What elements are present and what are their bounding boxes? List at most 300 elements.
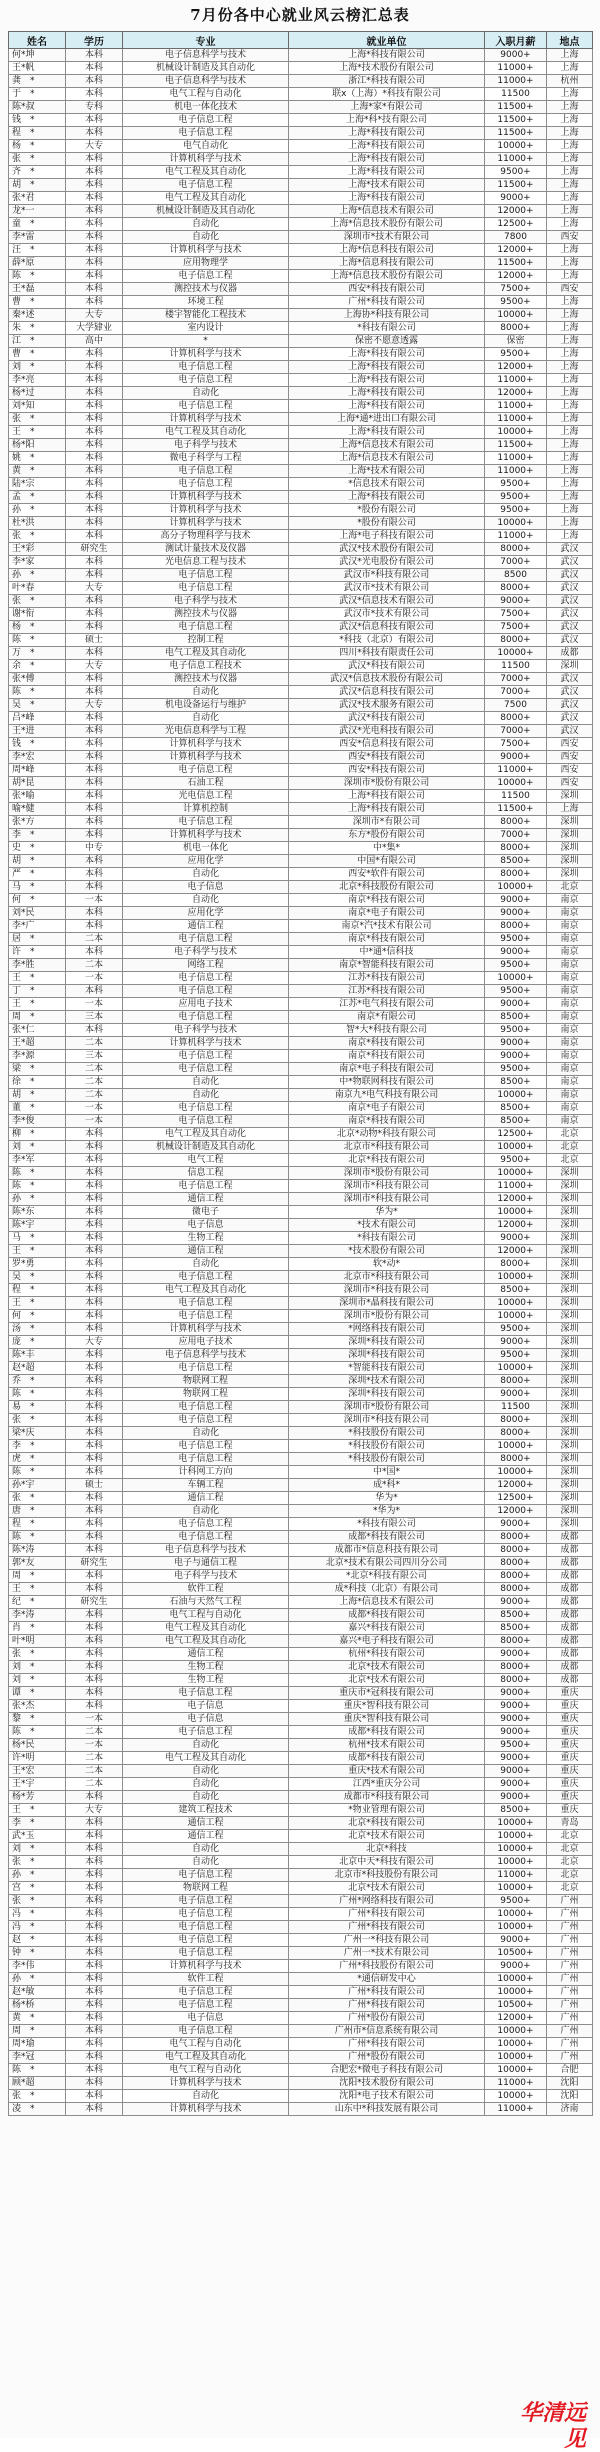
table-row [9, 504, 593, 517]
cell-salary: 11500+ [485, 101, 547, 114]
cell-employer: 江西*重庆分公司 [289, 1778, 485, 1791]
cell-major: 电子信息工程 [123, 1726, 289, 1739]
cell-name: 胡 * [9, 179, 66, 192]
cell-location: 上海 [547, 530, 593, 543]
cell-employer: 上海*科*技有限公司 [289, 114, 485, 127]
cell-major: 电子信息工程 [123, 1440, 289, 1453]
cell-education: 本科 [66, 1687, 123, 1700]
cell-employer: 江苏*科技有限公司 [289, 985, 485, 998]
cell-employer: 深圳市*科技有限公司 [289, 1193, 485, 1206]
table-row [9, 1596, 593, 1609]
cell-salary: 9000+ [485, 998, 547, 1011]
cell-employer: 南京*电子科技有限公司 [289, 1063, 485, 1076]
table-row [9, 829, 593, 842]
cell-employer: *物业管理有限公司 [289, 1804, 485, 1817]
cell-location: 重庆 [547, 1765, 593, 1778]
cell-salary: 8500+ [485, 1011, 547, 1024]
cell-employer: 上海*科技有限公司 [289, 426, 485, 439]
table-row [9, 647, 593, 660]
cell-salary: 7000+ [485, 686, 547, 699]
cell-education: 本科 [66, 179, 123, 192]
cell-salary: 11000+ [485, 374, 547, 387]
cell-name: 孙*宇 [9, 1479, 66, 1492]
cell-salary: 9000+ [485, 1336, 547, 1349]
cell-education: 本科 [66, 1219, 123, 1232]
cell-location: 重庆 [547, 1687, 593, 1700]
cell-education: 本科 [66, 764, 123, 777]
cell-salary: 8000+ [485, 1583, 547, 1596]
cell-education: 本科 [66, 49, 123, 62]
table-row [9, 1076, 593, 1089]
cell-employer: 武汉*技术股份有限公司 [289, 543, 485, 556]
cell-education: 本科 [66, 1674, 123, 1687]
cell-major: 电子科学与技术 [123, 439, 289, 452]
cell-employer: 南京*电子有限公司 [289, 907, 485, 920]
cell-employer: 西安*软件有限公司 [289, 868, 485, 881]
cell-education: 本科 [66, 2103, 123, 2116]
cell-major: 电子信息工程 [123, 1453, 289, 1466]
cell-education: 本科 [66, 1817, 123, 1830]
cell-location: 南京 [547, 907, 593, 920]
table-row [9, 2064, 593, 2077]
cell-name: 刘 * [9, 1141, 66, 1154]
cell-major: 电子信息工程 [123, 1271, 289, 1284]
cell-major: 通信工程 [123, 1817, 289, 1830]
table-row [9, 777, 593, 790]
cell-education: 硕士 [66, 1479, 123, 1492]
cell-education: 研究生 [66, 543, 123, 556]
cell-major: 电子信息 [123, 1700, 289, 1713]
table-row [9, 1427, 593, 1440]
cell-employer: 上海*信息技术股份有限公司 [289, 270, 485, 283]
cell-name: 陈 * [9, 1388, 66, 1401]
cell-salary: 8000+ [485, 920, 547, 933]
cell-major: 室内设计 [123, 322, 289, 335]
table-row [9, 1011, 593, 1024]
cell-employer: 保密不愿意透露 [289, 335, 485, 348]
cell-location: 广州 [547, 1934, 593, 1947]
cell-salary: 11000+ [485, 75, 547, 88]
cell-employer: 杭州*科技有限公司 [289, 1648, 485, 1661]
cell-employer: 北京*科技有限公司 [289, 1817, 485, 1830]
cell-salary: 8000+ [485, 1557, 547, 1570]
cell-location: 西安 [547, 764, 593, 777]
cell-location: 成都 [547, 1622, 593, 1635]
cell-major: 电子信息工程 [123, 1531, 289, 1544]
table-row [9, 374, 593, 387]
cell-employer: *科技股份有限公司 [289, 1440, 485, 1453]
cell-major: 电子信息工程 [123, 179, 289, 192]
cell-salary: 9000+ [485, 1518, 547, 1531]
cell-name: 王*磊 [9, 283, 66, 296]
cell-major: * [123, 335, 289, 348]
cell-location: 深圳 [547, 1219, 593, 1232]
table-row [9, 699, 593, 712]
cell-employer: 北京市*科技有限公司 [289, 1141, 485, 1154]
cell-employer: 成都市*信息科技有限公司 [289, 1544, 485, 1557]
cell-name: 罗*勇 [9, 1258, 66, 1271]
cell-employer: 江苏*电气科技有限公司 [289, 998, 485, 1011]
cell-salary: 9000+ [485, 49, 547, 62]
cell-salary: 7500 [485, 699, 547, 712]
cell-major: 机械设计制造及其自动化 [123, 62, 289, 75]
cell-major: 电子信息 [123, 881, 289, 894]
table-row [9, 49, 593, 62]
cell-major: 电气工程及其自动化 [123, 1622, 289, 1635]
cell-employer: 广州*科技有限公司 [289, 2038, 485, 2051]
cell-salary: 9500+ [485, 491, 547, 504]
cell-location: 上海 [547, 296, 593, 309]
cell-location: 上海 [547, 179, 593, 192]
cell-salary: 11000+ [485, 2103, 547, 2116]
cell-major: 光电信息工程 [123, 790, 289, 803]
cell-major: 机械设计制造及其自动化 [123, 205, 289, 218]
table-row [9, 1700, 593, 1713]
table-row [9, 556, 593, 569]
cell-name: 杨*芳 [9, 1791, 66, 1804]
table-row [9, 1791, 593, 1804]
table-row [9, 1895, 593, 1908]
cell-location: 武汉 [547, 556, 593, 569]
cell-education: 本科 [66, 1622, 123, 1635]
cell-employer: 杭州*技术有限公司 [289, 1739, 485, 1752]
cell-education: 本科 [66, 1661, 123, 1674]
cell-salary: 8500+ [485, 1102, 547, 1115]
table-row [9, 660, 593, 673]
cell-employer: 深圳市*科技有限公司 [289, 1414, 485, 1427]
cell-location: 上海 [547, 348, 593, 361]
cell-salary: 9500+ [485, 1323, 547, 1336]
cell-major: 电子信息工程 [123, 2025, 289, 2038]
cell-education: 本科 [66, 1791, 123, 1804]
cell-major: 电子信息工程 [123, 478, 289, 491]
cell-location: 深圳 [547, 855, 593, 868]
cell-employer: 北京*技术有限公司 [289, 1674, 485, 1687]
table-row [9, 465, 593, 478]
cell-name: 陈*丰 [9, 1349, 66, 1362]
cell-location: 重庆 [547, 1778, 593, 1791]
cell-location: 广州 [547, 2051, 593, 2064]
cell-salary: 8500+ [485, 1804, 547, 1817]
cell-major: 计科网工方向 [123, 1466, 289, 1479]
cell-location: 南京 [547, 1115, 593, 1128]
table-row [9, 114, 593, 127]
cell-education: 本科 [66, 1388, 123, 1401]
cell-education: 二本 [66, 1726, 123, 1739]
cell-major: 电子信息工程 [123, 764, 289, 777]
cell-name: 陈*叔 [9, 101, 66, 114]
table-row [9, 634, 593, 647]
cell-employer: 上海*科技有限公司 [289, 192, 485, 205]
cell-location: 南京 [547, 1011, 593, 1024]
table-row [9, 1154, 593, 1167]
cell-education: 二本 [66, 933, 123, 946]
cell-employer: *网络科技有限公司 [289, 1323, 485, 1336]
table-row [9, 2051, 593, 2064]
cell-major: 自动化 [123, 1765, 289, 1778]
cell-employer: 嘉兴*科技有限公司 [289, 1622, 485, 1635]
cell-name: 李*广 [9, 920, 66, 933]
table-row [9, 1180, 593, 1193]
cell-salary: 10000+ [485, 309, 547, 322]
cell-location: 南京 [547, 894, 593, 907]
cell-location: 深圳 [547, 1271, 593, 1284]
cell-major: 电子信息工程 [123, 1908, 289, 1921]
cell-education: 本科 [66, 751, 123, 764]
cell-employer: 沈阳*技术股份有限公司 [289, 2077, 485, 2090]
cell-location: 成都 [547, 1635, 593, 1648]
cell-salary: 10000+ [485, 517, 547, 530]
table-row [9, 426, 593, 439]
cell-location: 上海 [547, 153, 593, 166]
cell-employer: 上海*通*进出口有限公司 [289, 413, 485, 426]
cell-major: 计算机科学与技术 [123, 413, 289, 426]
cell-salary: 8500+ [485, 1076, 547, 1089]
cell-major: 电子信息工程 [123, 1050, 289, 1063]
table-row [9, 738, 593, 751]
table-row [9, 1141, 593, 1154]
cell-salary: 11000+ [485, 413, 547, 426]
cell-education: 一本 [66, 1115, 123, 1128]
cell-location: 广州 [547, 2012, 593, 2025]
page-title: 7月份各中心就业风云榜汇总表 [190, 6, 410, 24]
cell-name: 周*瑜 [9, 2038, 66, 2051]
cell-name: 董 * [9, 1102, 66, 1115]
cell-name: 张 * [9, 1856, 66, 1869]
cell-employer: 武汉市*技术有限公司 [289, 608, 485, 621]
cell-employer: 成都*科技有限公司 [289, 1531, 485, 1544]
cell-location: 深圳 [547, 1492, 593, 1505]
cell-education: 本科 [66, 790, 123, 803]
cell-salary: 9500+ [485, 166, 547, 179]
cell-employer: 中*通*信科技 [289, 946, 485, 959]
cell-name: 王*宇 [9, 1778, 66, 1791]
table-row [9, 1531, 593, 1544]
cell-salary: 9000+ [485, 1232, 547, 1245]
table-row [9, 998, 593, 1011]
cell-name: 刘*民 [9, 907, 66, 920]
cell-education: 本科 [66, 1453, 123, 1466]
cell-employer: 南京*汽*技术有限公司 [289, 920, 485, 933]
table-row [9, 1388, 593, 1401]
cell-education: 大专 [66, 1336, 123, 1349]
cell-location: 深圳 [547, 1310, 593, 1323]
table-row [9, 725, 593, 738]
cell-location: 深圳 [547, 1284, 593, 1297]
cell-name: 张*杰 [9, 1700, 66, 1713]
cell-salary: 10000+ [485, 1830, 547, 1843]
cell-education: 本科 [66, 400, 123, 413]
table-row [9, 1440, 593, 1453]
cell-major: 电子信息工程 [123, 1999, 289, 2012]
header-employer: 就业单位 [289, 32, 485, 49]
cell-employer: 东方*股份有限公司 [289, 829, 485, 842]
cell-education: 本科 [66, 1635, 123, 1648]
cell-name: 赵*敏 [9, 1986, 66, 1999]
table-row [9, 452, 593, 465]
cell-salary: 10000+ [485, 1206, 547, 1219]
cell-major: 自动化 [123, 1505, 289, 1518]
table-row [9, 1648, 593, 1661]
cell-education: 二本 [66, 1778, 123, 1791]
cell-location: 西安 [547, 751, 593, 764]
cell-salary: 8000+ [485, 1427, 547, 1440]
cell-name: 陈*涛 [9, 1544, 66, 1557]
cell-location: 北京 [547, 1128, 593, 1141]
cell-location: 上海 [547, 114, 593, 127]
cell-major: 电子信息科学与技术 [123, 49, 289, 62]
cell-education: 本科 [66, 1960, 123, 1973]
cell-major: 电子信息工程 [123, 1934, 289, 1947]
cell-salary: 11000+ [485, 2077, 547, 2090]
cell-name: 孙 * [9, 1973, 66, 1986]
cell-employer: 广州一*技术有限公司 [289, 1947, 485, 1960]
table-row [9, 218, 593, 231]
cell-name: 陈*东 [9, 1206, 66, 1219]
cell-employer: 深圳市*股份有限公司 [289, 1401, 485, 1414]
cell-salary: 9500+ [485, 1024, 547, 1037]
cell-education: 本科 [66, 1323, 123, 1336]
table-row [9, 972, 593, 985]
cell-major: 物联网工程 [123, 1388, 289, 1401]
cell-name: 孙 * [9, 504, 66, 517]
cell-education: 大专 [66, 1804, 123, 1817]
cell-name: 薛*原 [9, 257, 66, 270]
cell-major: 机械设计制造及其自动化 [123, 1141, 289, 1154]
cell-name: 张*仁 [9, 1024, 66, 1037]
cell-major: 自动化 [123, 712, 289, 725]
cell-major: 电子信息 [123, 1713, 289, 1726]
cell-employer: 南京*科技有限公司 [289, 894, 485, 907]
cell-location: 深圳 [547, 660, 593, 673]
cell-salary: 12500+ [485, 1492, 547, 1505]
cell-education: 本科 [66, 569, 123, 582]
cell-education: 本科 [66, 1583, 123, 1596]
cell-education: 本科 [66, 192, 123, 205]
table-row [9, 2103, 593, 2116]
cell-name: 孙 * [9, 569, 66, 582]
table-row [9, 608, 593, 621]
table-row [9, 2090, 593, 2103]
cell-name: 杨*过 [9, 387, 66, 400]
cell-education: 三本 [66, 1050, 123, 1063]
cell-employer: 广州*科技股份有限公司 [289, 1960, 485, 1973]
cell-location: 武汉 [547, 621, 593, 634]
cell-salary: 12000+ [485, 1245, 547, 1258]
cell-location: 上海 [547, 62, 593, 75]
cell-salary: 7000+ [485, 829, 547, 842]
table-row [9, 1037, 593, 1050]
cell-education: 本科 [66, 1934, 123, 1947]
cell-salary: 10000+ [485, 1362, 547, 1375]
cell-salary: 12000+ [485, 2012, 547, 2025]
cell-location: 成都 [547, 1596, 593, 1609]
cell-major: 生物工程 [123, 1232, 289, 1245]
table-row [9, 491, 593, 504]
cell-name: 刘 * [9, 1843, 66, 1856]
cell-name: 李*伟 [9, 1960, 66, 1973]
cell-salary: 11500 [485, 88, 547, 101]
cell-education: 本科 [66, 504, 123, 517]
table-row [9, 1544, 593, 1557]
cell-major: 应用电子技术 [123, 998, 289, 1011]
cell-education: 本科 [66, 1973, 123, 1986]
cell-employer: 北京市*科技股份有限公司 [289, 1869, 485, 1882]
cell-name: 唐 * [9, 1505, 66, 1518]
cell-employer: 武汉*信息科技有限公司 [289, 621, 485, 634]
cell-education: 本科 [66, 1141, 123, 1154]
cell-major: 电子信息工程 [123, 985, 289, 998]
cell-name: 李*亮 [9, 374, 66, 387]
cell-name: 曹 * [9, 348, 66, 361]
cell-major: 自动化 [123, 1739, 289, 1752]
cell-name: 龚 * [9, 75, 66, 88]
cell-education: 本科 [66, 387, 123, 400]
cell-salary: 9000+ [485, 1388, 547, 1401]
cell-education: 本科 [66, 205, 123, 218]
cell-salary: 8000+ [485, 1531, 547, 1544]
cell-education: 本科 [66, 1895, 123, 1908]
cell-location: 沈阳 [547, 2077, 593, 2090]
cell-education: 研究生 [66, 1596, 123, 1609]
cell-location: 上海 [547, 465, 593, 478]
cell-location: 上海 [547, 335, 593, 348]
employment-table [8, 31, 593, 2116]
cell-employer: 武汉*科技有限公司 [289, 712, 485, 725]
cell-major: 自动化 [123, 686, 289, 699]
cell-location: 北京 [547, 1856, 593, 1869]
cell-employer: 武汉*光电科技有限公司 [289, 725, 485, 738]
cell-location: 深圳 [547, 816, 593, 829]
cell-major: 电子信息工程 [123, 1180, 289, 1193]
table-row [9, 1947, 593, 1960]
cell-education: 一本 [66, 894, 123, 907]
table-row [9, 1804, 593, 1817]
cell-major: 自动化 [123, 894, 289, 907]
cell-location: 武汉 [547, 582, 593, 595]
cell-employer: 浙江*科技有限公司 [289, 75, 485, 88]
cell-location: 西安 [547, 738, 593, 751]
cell-salary: 7000+ [485, 556, 547, 569]
cell-major: 电气工程及其自动化 [123, 1284, 289, 1297]
cell-name: 张 * [9, 1414, 66, 1427]
cell-salary: 9000+ [485, 1960, 547, 1973]
cell-major: 电气工程及其自动化 [123, 192, 289, 205]
cell-education: 二本 [66, 1089, 123, 1102]
cell-education: 二本 [66, 959, 123, 972]
table-row [9, 1557, 593, 1570]
cell-employer: 广州*科技有限公司 [289, 1908, 485, 1921]
cell-employer: 上海*技术有限公司 [289, 179, 485, 192]
cell-major: 电子信息 [123, 2012, 289, 2025]
cell-major: 通信工程 [123, 1193, 289, 1206]
cell-salary: 8000+ [485, 1674, 547, 1687]
cell-employer: 武汉*光电股份有限公司 [289, 556, 485, 569]
cell-location: 深圳 [547, 868, 593, 881]
cell-education: 本科 [66, 348, 123, 361]
cell-employer: 南京*电子有限公司 [289, 1102, 485, 1115]
cell-education: 研究生 [66, 1557, 123, 1570]
cell-salary: 9500+ [485, 1063, 547, 1076]
cell-major: 电子信息工程 [123, 1102, 289, 1115]
cell-salary: 10000+ [485, 1986, 547, 1999]
cell-name: 李 * [9, 1817, 66, 1830]
cell-name: 汤 * [9, 1323, 66, 1336]
table-row [9, 1232, 593, 1245]
cell-education: 本科 [66, 2012, 123, 2025]
cell-salary: 9000+ [485, 1791, 547, 1804]
cell-employer: 上海*科技有限公司 [289, 491, 485, 504]
